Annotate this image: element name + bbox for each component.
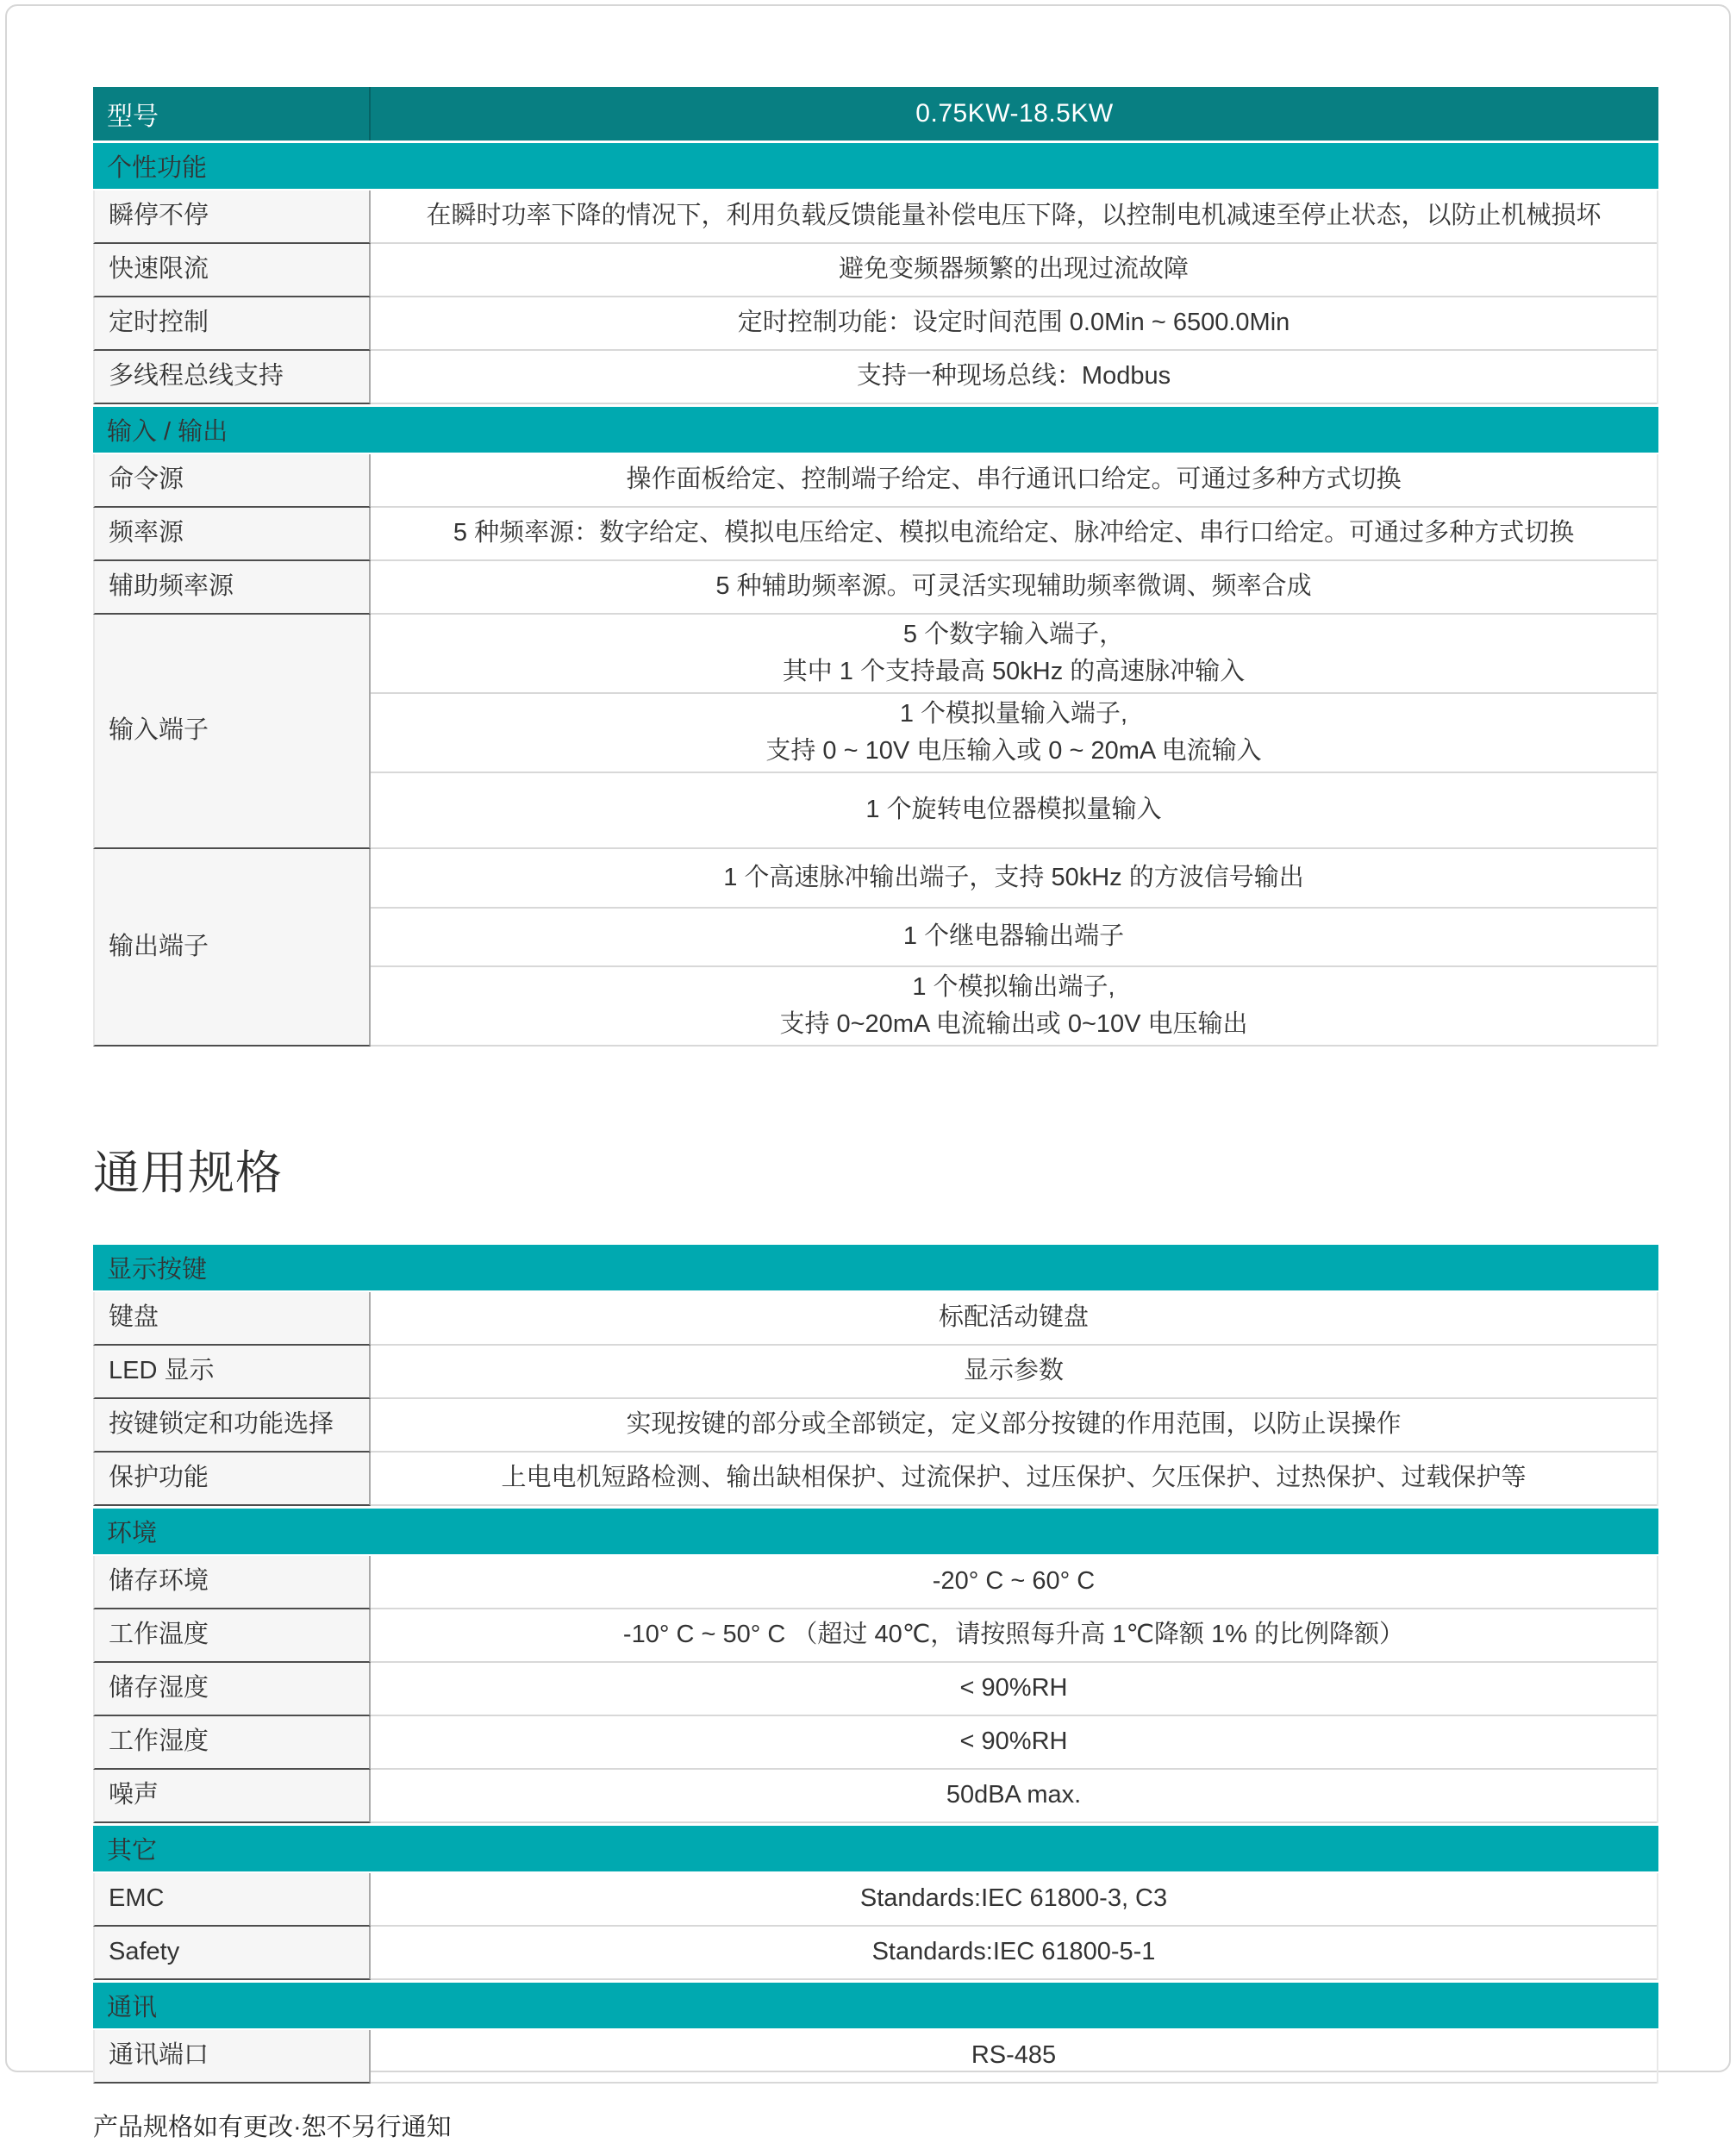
cell-line: 避免变频器频繁的出现过流故障: [838, 255, 1189, 284]
spec-value-cell: [371, 773, 1657, 849]
cell-line: 50dBA max.: [946, 1781, 1082, 1809]
spec-row: [93, 1927, 1658, 1980]
cell-line: RS-485: [971, 2041, 1057, 2070]
spec-row: [93, 191, 1658, 244]
cell-line: 显示参数: [963, 1357, 1064, 1385]
row-content: [371, 1663, 1658, 1716]
row-label: 快速限流: [93, 244, 371, 297]
cell-line: 标配活动键盘: [938, 1303, 1089, 1332]
cell-line: 实现按键的部分或全部锁定，定义部分按键的作用范围，以防止误操作: [626, 1410, 1402, 1439]
spec-row: [93, 1346, 1658, 1399]
row-label: EMC: [93, 1873, 371, 1927]
row-label: 通讯端口: [93, 2030, 371, 2084]
section-band: 环境: [93, 1506, 1658, 1556]
spec-value-cell: [371, 1556, 1657, 1609]
cell-line: 支持 0~20mA 电流输出或 0~10V 电压输出: [779, 1010, 1248, 1038]
row-content: [371, 351, 1658, 404]
cell-line: 支持 0 ~ 10V 电压输入或 0 ~ 20mA 电流输入: [765, 737, 1262, 765]
row-label: 频率源: [93, 508, 371, 561]
spec-row: [93, 1770, 1658, 1823]
spec-value-cell: [371, 508, 1657, 561]
spec-value-cell: [371, 694, 1657, 773]
spec-value-cell: [371, 1609, 1657, 1663]
row-content: [371, 297, 1658, 351]
row-content: [371, 1399, 1658, 1453]
spec-row: [93, 454, 1658, 508]
spec-row: [93, 1716, 1658, 1770]
row-label: 辅助频率源: [93, 561, 371, 615]
spec-row: [93, 1556, 1658, 1609]
cell-line: 1 个旋转电位器模拟量输入: [865, 796, 1162, 824]
spec-group-row: [93, 849, 1658, 1047]
spec-row: [93, 561, 1658, 615]
row-label: 输入端子: [93, 615, 371, 849]
cell-line: 上电电机短路检测、输出缺相保护、过流保护、过压保护、欠压保护、过热保护、过载保护等: [501, 1464, 1527, 1492]
row-content: [371, 1346, 1658, 1399]
row-content: [371, 1556, 1658, 1609]
spec-row: [93, 351, 1658, 404]
spec-value-cell: [371, 909, 1657, 968]
spec-value-cell: [371, 454, 1657, 508]
row-label: 噪声: [93, 1770, 371, 1823]
model-value: 0.75KW-18.5KW: [915, 99, 1114, 128]
cell-line: 5 种辅助频率源。可灵活实现辅助频率微调、频率合成: [715, 572, 1312, 601]
cell-line: 定时控制功能：设定时间范围 0.0Min ~ 6500.0Min: [737, 309, 1290, 337]
cell-line: 1 个模拟输出端子,: [912, 972, 1115, 1001]
row-label: Safety: [93, 1927, 371, 1980]
spec-value-cell: [371, 849, 1657, 909]
model-spec-table: [93, 87, 1658, 1047]
row-content: [371, 849, 1658, 1047]
row-content: [371, 2030, 1658, 2084]
spec-value-cell: [371, 1346, 1657, 1399]
cell-line: 在瞬时功率下降的情况下，利用负载反馈能量补偿电压下降，以控制电机减速至停止状态，以防止机械损坏: [426, 202, 1602, 230]
row-content: [371, 191, 1658, 244]
row-label: 输出端子: [93, 849, 371, 1047]
row-content: [371, 1770, 1658, 1823]
spec-value-cell: [371, 615, 1657, 694]
spec-value-cell: [371, 1453, 1657, 1506]
section-band: 显示按键: [93, 1242, 1658, 1292]
spec-row: [93, 508, 1658, 561]
cell-line: 1 个高速脉冲输出端子，支持 50kHz 的方波信号输出: [723, 863, 1304, 891]
spec-value-cell: [371, 1770, 1657, 1823]
row-label: 命令源: [93, 454, 371, 508]
cell-line: -20° C ~ 60° C: [932, 1567, 1096, 1596]
cell-line: 5 个数字输入端子，: [902, 620, 1125, 648]
section-band: 其它: [93, 1823, 1658, 1873]
row-content: [371, 1292, 1658, 1346]
spec-value-cell: [371, 1927, 1657, 1980]
spec-group-row: [93, 615, 1658, 849]
row-label: 键盘: [93, 1292, 371, 1346]
spec-row: [93, 1663, 1658, 1716]
spec-value-cell: [371, 1716, 1657, 1770]
spec-row: [93, 1292, 1658, 1346]
section-band: 个性功能: [93, 141, 1658, 191]
spec-row: [93, 2030, 1658, 2084]
spec-row: [93, 1399, 1658, 1453]
row-label: 储存湿度: [93, 1663, 371, 1716]
section-band: 输入 / 输出: [93, 404, 1658, 454]
row-content: [371, 1453, 1658, 1506]
spec-value-cell: [371, 1292, 1657, 1346]
spec-value-cell: [371, 191, 1657, 244]
row-content: [371, 244, 1658, 297]
cell-line: 操作面板给定、控制端子给定、串行通讯口给定。可通过多种方式切换: [626, 465, 1402, 494]
row-label: 工作湿度: [93, 1716, 371, 1770]
row-content: [371, 508, 1658, 561]
cell-line: 其中 1 个支持最高 50kHz 的高速脉冲输入: [782, 658, 1246, 685]
spec-value-cell: [371, 351, 1657, 404]
cell-line: 1 个继电器输出端子: [902, 922, 1125, 950]
model-label: 型号: [93, 87, 371, 141]
row-label: 工作温度: [93, 1609, 371, 1663]
spec-value-cell: [371, 297, 1657, 351]
row-label: 瞬停不停: [93, 191, 371, 244]
cell-line: Standards:IEC 61800-3, C3: [859, 1884, 1168, 1913]
row-label: 多线程总线支持: [93, 351, 371, 404]
row-content: [371, 615, 1658, 849]
section-band: 通讯: [93, 1980, 1658, 2030]
row-label: 保护功能: [93, 1453, 371, 1506]
cell-line: -10° C ~ 50° C （超过 40℃，请按照每升高 1℃降额 1% 的比例降额）: [622, 1621, 1405, 1649]
spec-row: [93, 1609, 1658, 1663]
row-content: [371, 1609, 1658, 1663]
row-content: [371, 454, 1658, 508]
spec-row: [93, 244, 1658, 297]
spec-row: [93, 297, 1658, 351]
row-label: 储存环境: [93, 1556, 371, 1609]
spec-value-cell: [371, 1399, 1657, 1453]
spec-value-cell: [371, 2030, 1657, 2084]
spec-value-cell: [371, 244, 1657, 297]
spec-value-cell: [371, 561, 1657, 615]
spec-row: [93, 1873, 1658, 1927]
cell-line: < 90%RH: [959, 1674, 1068, 1703]
cell-line: < 90%RH: [959, 1728, 1068, 1756]
spec-value-cell: [371, 1663, 1657, 1716]
cell-line: 支持一种现场总线：Modbus: [856, 362, 1171, 390]
spec-value-cell: [371, 967, 1657, 1047]
row-content: [371, 1873, 1658, 1927]
cell-line: 5 种频率源：数字给定、模拟电压给定、模拟电流给定、脉冲给定、串行口给定。可通过多种方式切换: [453, 519, 1575, 547]
spec-row: [93, 1453, 1658, 1506]
row-label: 定时控制: [93, 297, 371, 351]
row-content: [371, 561, 1658, 615]
spec-value-cell: [371, 1873, 1657, 1927]
general-spec-heading: 通用规格: [93, 1147, 283, 1199]
row-content: [371, 1716, 1658, 1770]
row-content: [371, 1927, 1658, 1980]
row-label: LED 显示: [93, 1346, 371, 1399]
row-label: 按键锁定和功能选择: [93, 1399, 371, 1453]
table-header-row: [93, 87, 1658, 141]
footer-disclaimer: 产品规格如有更改·恕不另行通知: [93, 2114, 452, 2141]
cell-line: Standards:IEC 61800-5-1: [871, 1938, 1156, 1966]
general-spec-table: [93, 1242, 1658, 2084]
page: [5, 4, 1731, 2141]
cell-line: 1 个模拟量输入端子,: [899, 699, 1128, 728]
